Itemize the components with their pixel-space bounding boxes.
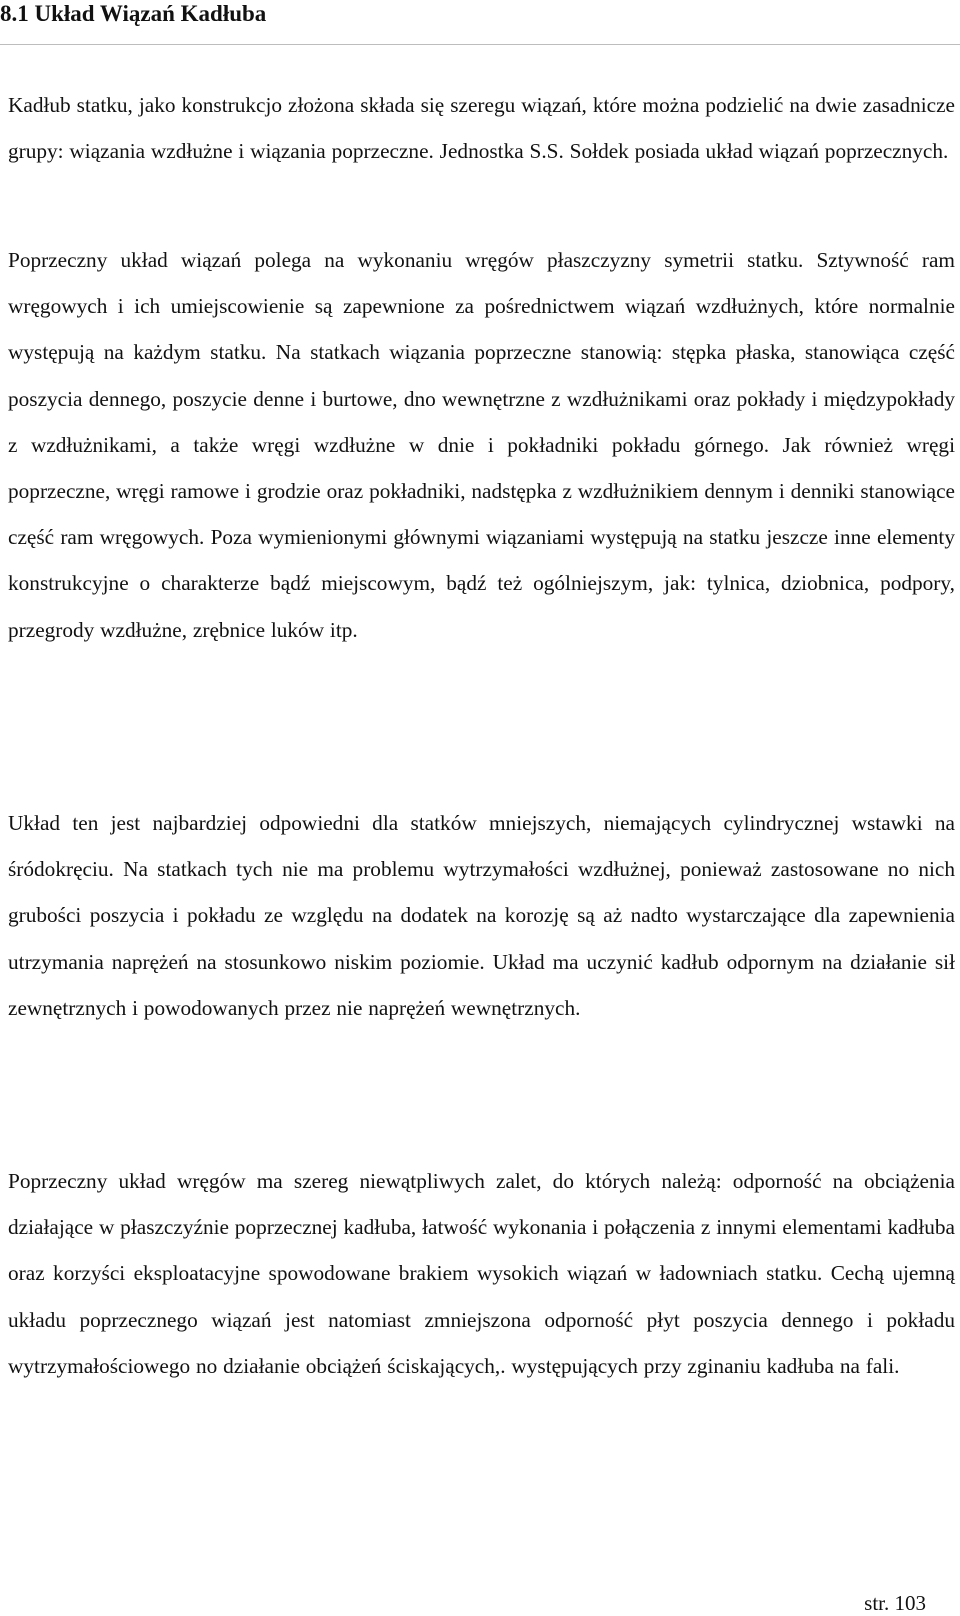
heading-divider xyxy=(0,44,960,45)
paragraph-transverse-system: Poprzeczny układ wiązań polega na wykonaniu wręgów płaszczyzny symetrii statku. Sztywność ram wręgowych i ich umiejscowienie są zapewnione za pośrednictwem wiązań wzdłużnych, które normalnie występują na każdym statku. Na statkach wiązania poprzeczne stanowią: stępka płaska, stanowiąca część poszycia dennego, poszycie denne i burtowe, dno wewnętrzne z wzdłużnikami oraz pokłady i międzypokłady z wzdłużnikami, a także wręgi wzdłużne w dnie i pokładniki pokładu górnego. Jak również wręgi poprzeczne, wręgi ramowe i grodzie oraz pokładniki, nadstępka z wzdłużnikiem dennym i denniki stanowiące część ram wręgowych. Poza wymienionymi głównymi wiązaniami występują na statku jeszcze inne elementy konstrukcyjne o charakterze bądź miejscowym, bądź też ogólniejszym, jak: tylnica, dziobnica, podpory, przegrody wzdłużne, zrębnice luków itp. xyxy=(8,248,955,642)
paragraph-intro: Kadłub statku, jako konstrukcjo złożona składa się szeregu wiązań, które można podzielić na dwie zasadnicze grupy: wiązania wzdłużne i wiązania poprzeczne. Jednostka S.S. Sołdek posiada układ wiązań poprzecznych. xyxy=(8,93,955,164)
paragraph-suitability: Układ ten jest najbardziej odpowiedni dla statków mniejszych, niemających cylindrycznej wstawki na śródokręciu. Na statkach tych nie ma problemu wytrzymałości wzdłużnej, ponieważ zastosowane no nich grubości poszycia i pokładu ze względu na dodatek na korozję są aż nadto wystarczające dla zapewnienia utrzymania naprężeń na stosunkowo niskim poziomie. Układ ma uczynić kadłub odpornym na działanie sił zewnętrznych i powodowanych przez nie naprężeń wewnętrznych. xyxy=(8,811,955,1020)
page-number: str. 103 xyxy=(864,1591,926,1615)
section-heading: 8.1 Układ Wiązań Kadłuba xyxy=(0,1,267,26)
paragraph-advantages: Poprzeczny układ wręgów ma szereg niewątpliwych zalet, do których należą: odporność na obciążenia działające w płaszczyźnie poprzecznej kadłuba, łatwość wykonania i połączenia z innymi elementami kadłuba oraz korzyści eksploatacyjne spowodowane brakiem wysokich wiązań w ładowniach statku. Cechą ujemną układu poprzecznego wiązań jest natomiast zmniejszona odporność płyt poszycia dennego i pokładu wytrzymałościowego no działanie obciążeń ściskających,. występujących przy zginaniu kadłuba na fali. xyxy=(8,1169,955,1378)
